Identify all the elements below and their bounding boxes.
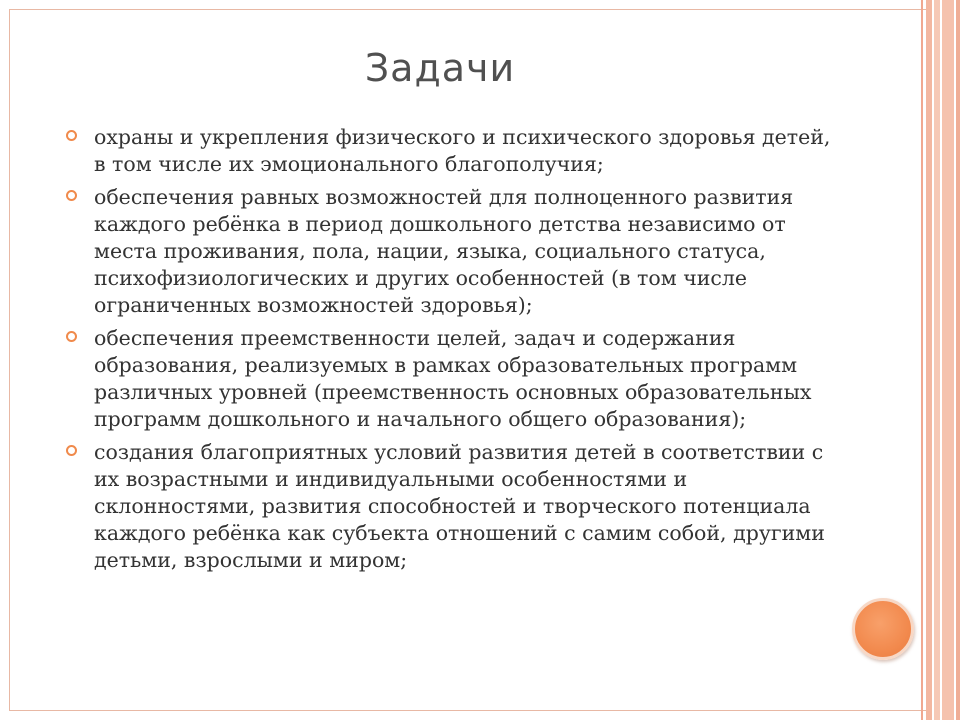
bullet-circle-icon (66, 190, 77, 201)
bullet-circle-icon (66, 331, 77, 342)
decorative-stripe (942, 0, 954, 720)
decorative-stripe (934, 0, 940, 720)
bullet-text: создания благоприятных условий развития детей в соответствии с их возрастными и индивидуальными особенностями и склонностями, развития способностей и творческого потенциала каждого ребёнка как субъекта отношений с самим собой, другими детьми, взрослыми и миром; (94, 440, 825, 572)
bullet-text: охраны и укрепления физического и психического здоровья детей, в том числе их эмоционального благополучия; (94, 125, 831, 176)
bullet-circle-icon (66, 445, 77, 456)
bullet-item (66, 184, 846, 319)
bullet-text: обеспечения равных возможностей для полноценного развития каждого ребёнка в период дошкольного детства независимо от места проживания, пола, нации, языка, социального статуса, психофизиологических и других особенностей (в том числе ограниченных возможностей здоровья); (94, 185, 794, 317)
decorative-stripe (926, 0, 932, 720)
bullet-circle-icon (66, 130, 77, 141)
decorative-stripe (956, 0, 960, 720)
bullet-text: обеспечения преемственности целей, задач и содержания образования, реализуемых в рамках образовательных программ различных уровней (преемственность основных образовательных программ дошкольного и начального общего образования); (94, 326, 812, 431)
bullet-list (66, 124, 846, 580)
decorative-stripe (921, 0, 923, 720)
decorative-orange-circle (852, 598, 914, 660)
bullet-item (66, 325, 846, 433)
slide-title: Задачи (364, 46, 516, 90)
bullet-item (66, 439, 846, 574)
bullet-item (66, 124, 846, 178)
